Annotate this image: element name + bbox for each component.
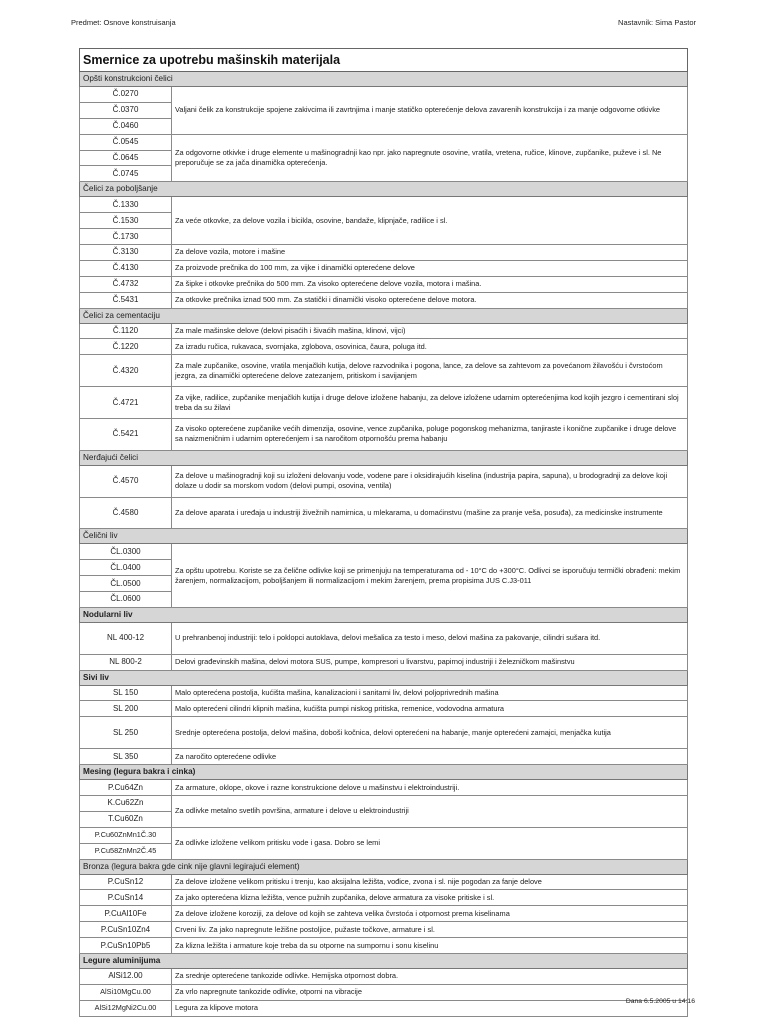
table-row (80, 1000, 688, 1016)
section-title: Nerđajući čelici (80, 450, 688, 465)
material-description: Malo opterećena postolja, kućišta mašina, kanalizacioni i sanitarni liv, delovi poljoprivrednih mašina (172, 685, 688, 701)
table-row (80, 260, 688, 276)
table-row (80, 968, 688, 984)
table-row (80, 685, 688, 701)
material-description: Za delove vozila, motore i mašine (172, 245, 688, 261)
table-row (80, 890, 688, 906)
section-header-row (80, 450, 688, 465)
section-title: Legure aluminijuma (80, 953, 688, 968)
material-code: T.Cu60Zn (80, 811, 172, 827)
material-code: ČL.0400 (80, 560, 172, 576)
table-row (80, 497, 688, 529)
material-description: U prehranbenoj industriji: telo i poklopci autoklava, delovi mešalica za testo i meso, delovi mašina za pakovanje, cilindri sušara itd. (172, 622, 688, 654)
material-code: SL 200 (80, 701, 172, 717)
material-description: Za otkovke prečnika iznad 500 mm. Za statički i dinamički visoko opterećene delove motora. (172, 292, 688, 308)
table-row (80, 701, 688, 717)
section-header-row (80, 670, 688, 685)
materials-table (79, 48, 688, 1017)
material-description: Za visoko opterećene zupčanike većih dimenzija, osovine, vence zupčanika, poluge pogonskog mehanizma, tanjiraste i konične zupčanike i druge delove sa naizmeničnim i udarnim opterećenjem i sa naročitom otpornošću prema habanju (172, 418, 688, 450)
material-description: Za veće otkovke, za delove vozila i bicikla, osovine, bandaže, klipnjače, radilice i sl. (172, 197, 688, 245)
table-row (80, 339, 688, 355)
table-row (80, 984, 688, 1000)
material-description: Za naročito opterećene odlivke (172, 749, 688, 765)
material-description: Za odgovorne otkivke i druge elemente u mašinogradnji kao npr. jako napregnute osovine, vratila, vretena, ručice, klinove, zupčanike, puževe i sl. Ne preporučuje se za jača dinamička opterećenja. (172, 134, 688, 182)
material-code: Č.0645 (80, 150, 172, 166)
section-title: Sivi liv (80, 670, 688, 685)
table-row (80, 276, 688, 292)
material-description: Za vijke, radilice, zupčanike menjačkih kutija i druge delove izložene habanju, za delove izložene udarnim opterećenjima kod kojih jezgro i cementirani sloj treba da su žilavi (172, 387, 688, 419)
material-description: Za srednje opterećene tankozide odlivke. Hemijska otpornost dobra. (172, 968, 688, 984)
table-row (80, 544, 688, 560)
material-description: Valjani čelik za konstrukcije spojene zakivcima ili zavrtnjima i manje statičko opterećenje delova zavarenih konstrukcija i za manje odgovorne otkivke (172, 87, 688, 135)
material-code: AlSi12MgNi2Cu.00 (80, 1000, 172, 1016)
material-code: AlSi10MgCu.00 (80, 984, 172, 1000)
material-code: ČL.0500 (80, 576, 172, 592)
material-code: AlSi12.00 (80, 968, 172, 984)
material-code: ČL.0300 (80, 544, 172, 560)
table-row (80, 87, 688, 103)
material-code: Č.0545 (80, 134, 172, 150)
table-row (80, 465, 688, 497)
material-description: Za izradu ručica, rukavaca, svornjaka, zglobova, osovinica, čaura, poluga itd. (172, 339, 688, 355)
material-description: Malo opterećeni cilindri klipnih mašina, kućišta pumpi niskog pritiska, remenice, vodovodna armatura (172, 701, 688, 717)
material-code: Č.1330 (80, 197, 172, 213)
section-header-row (80, 308, 688, 323)
section-header-row (80, 182, 688, 197)
material-code: SL 150 (80, 685, 172, 701)
material-code: Č.4732 (80, 276, 172, 292)
material-code: P.CuSn14 (80, 890, 172, 906)
table-row (80, 654, 688, 670)
teacher-label: Nastavnik: Sima Pastor (618, 18, 696, 27)
material-description: Za male zupčanike, osovine, vratila menjačkih kutija, delove razvodnika i pogona, lance, za delove sa zahtevom za povećanom žilavošću i čvrstoćom jezgra, za dinamički opterećene delove zatezanjem, pritiskom i savijanjem (172, 355, 688, 387)
table-row (80, 245, 688, 261)
table-row (80, 874, 688, 890)
section-title: Čelici za poboljšanje (80, 182, 688, 197)
material-code: Č.5431 (80, 292, 172, 308)
material-code: Č.4130 (80, 260, 172, 276)
table-row (80, 197, 688, 213)
material-description: Legura za klipove motora (172, 1000, 688, 1016)
table-row (80, 795, 688, 811)
section-header-row (80, 72, 688, 87)
material-description: Za delove u mašinogradnji koji su izloženi delovanju vode, vodene pare i oksidirajućih kiselina (industrija papira, sapuna), u brodogradnji za delove koji dolaze u dodir sa morskom vodom (delovi pumpi, osovina, ventila) (172, 465, 688, 497)
table-row (80, 780, 688, 796)
material-code: Č.1730 (80, 229, 172, 245)
material-code: Č.1220 (80, 339, 172, 355)
material-code: Č.4570 (80, 465, 172, 497)
table-row (80, 323, 688, 339)
document-title: Smernice za upotrebu mašinskih materijala (80, 49, 688, 72)
section-header-row (80, 529, 688, 544)
material-code: Č.4721 (80, 387, 172, 419)
material-description: Za proizvode prečnika do 100 mm, za vijke i dinamički opterećene delove (172, 260, 688, 276)
table-row (80, 622, 688, 654)
material-description: Za odlivke izložene velikom pritisku vode i gasa. Dobro se lemi (172, 827, 688, 859)
material-code: Č.3130 (80, 245, 172, 261)
page-header (71, 18, 697, 32)
material-description: Za odlivke metalno svetlih površina, armature i delove u elektroindustriji (172, 795, 688, 827)
material-code: SL 250 (80, 717, 172, 749)
material-description: Srednje opterećena postolja, delovi mašina, doboši kočnica, delovi opterećeni na habanje, manje opterećeni zamajci, menjačka kutija (172, 717, 688, 749)
material-description: Delovi građevinskih mašina, delovi motora SUS, pumpe, kompresori u livarstvu, papirnoj industriji i železničkom mašinstvu (172, 654, 688, 670)
material-code: P.CuSn12 (80, 874, 172, 890)
material-code: Č.0370 (80, 102, 172, 118)
material-code: Č.0270 (80, 87, 172, 103)
table-row (80, 717, 688, 749)
material-description: Za vrlo napregnute tankozide odlivke, otporni na vibracije (172, 984, 688, 1000)
material-description: Za jako opterećena klizna ležišta, vence pužnih zupčanika, delove armatura za visoke pritiske i sl. (172, 890, 688, 906)
section-title: Mesing (legura bakra i cinka) (80, 765, 688, 780)
material-code: Č.1530 (80, 213, 172, 229)
material-description: Za šipke i otkovke prečnika do 500 mm. Za visoko opterećene delove vozila, motora i mašina. (172, 276, 688, 292)
section-title: Čelici za cementaciju (80, 308, 688, 323)
table-row (80, 418, 688, 450)
table-row (80, 906, 688, 922)
material-code: Č.0745 (80, 166, 172, 182)
material-description: Za delove izložene koroziji, za delove od kojih se zahteva velika čvrstoća i otpornost prema kiselinama (172, 906, 688, 922)
subject-label: Predmet: Osnove konstruisanja (71, 18, 176, 27)
section-title: Nodularni liv (80, 607, 688, 622)
material-code: Č.4580 (80, 497, 172, 529)
table-title-row (80, 49, 688, 72)
table-row (80, 938, 688, 954)
material-code: P.Cu64Zn (80, 780, 172, 796)
material-code: P.Cu60ZnMn1Č.30 (80, 827, 172, 843)
material-code: Č.1120 (80, 323, 172, 339)
print-date: Dana 6.5.2005 u 14:16 (625, 998, 695, 1005)
section-header-row (80, 765, 688, 780)
table-row (80, 749, 688, 765)
section-title: Čelični liv (80, 529, 688, 544)
material-code: Č.5421 (80, 418, 172, 450)
material-description: Za armature, oklope, okove i razne konstrukcione delove u mašinstvu i elektroindustriji. (172, 780, 688, 796)
material-description: Za delove izložene velikom pritisku i trenju, kao aksijalna ležišta, vođice, zvona i sl. nije pogodan za fanje delove (172, 874, 688, 890)
section-header-row (80, 607, 688, 622)
table-row (80, 355, 688, 387)
material-description: Za delove aparata i uređaja u industriji živežnih namirnica, u mlekarama, u domaćinstvu (mašine za pranje veša, posuđa), za medicinske instrumente (172, 497, 688, 529)
material-description: Za opštu upotrebu. Koriste se za čelične odlivke koji se primenjuju na temperaturama od - 10°C do +300°C. Odlivci se isporučuju termički obrađeni: mekim žarenjem, normalizacijom, poboljšanjem ili normalizacijom i mekim žarenjem, prema propisima JUS C.J3-011 (172, 544, 688, 608)
section-header-row (80, 953, 688, 968)
table-row (80, 292, 688, 308)
material-code: SL 350 (80, 749, 172, 765)
material-code: Č.4320 (80, 355, 172, 387)
table-row (80, 922, 688, 938)
section-title: Opšti konstrukcioni čelici (80, 72, 688, 87)
section-title: Bronza (legura bakra gde cink nije glavni legirajući element) (80, 859, 688, 874)
material-code: P.Cu58ZnMn2Č.45 (80, 843, 172, 859)
material-code: K.Cu62Zn (80, 795, 172, 811)
material-description: Za male mašinske delove (delovi pisaćih i šivaćih mašina, klinovi, vijci) (172, 323, 688, 339)
material-code: P.CuSn10Pb5 (80, 938, 172, 954)
material-code: NL 800-2 (80, 654, 172, 670)
table-row (80, 387, 688, 419)
table-row (80, 134, 688, 150)
material-code: ČL.0600 (80, 592, 172, 608)
material-description: Crveni liv. Za jako napregnute ležišne postoljice, pužaste točkove, armature i sl. (172, 922, 688, 938)
material-code: NL 400-12 (80, 622, 172, 654)
material-code: P.CuAl10Fe (80, 906, 172, 922)
table-row (80, 827, 688, 843)
material-code: Č.0460 (80, 118, 172, 134)
material-description: Za klizna ležišta i armature koje treba da su otporne na sumpornu i sonu kiselinu (172, 938, 688, 954)
material-code: P.CuSn10Zn4 (80, 922, 172, 938)
section-header-row (80, 859, 688, 874)
